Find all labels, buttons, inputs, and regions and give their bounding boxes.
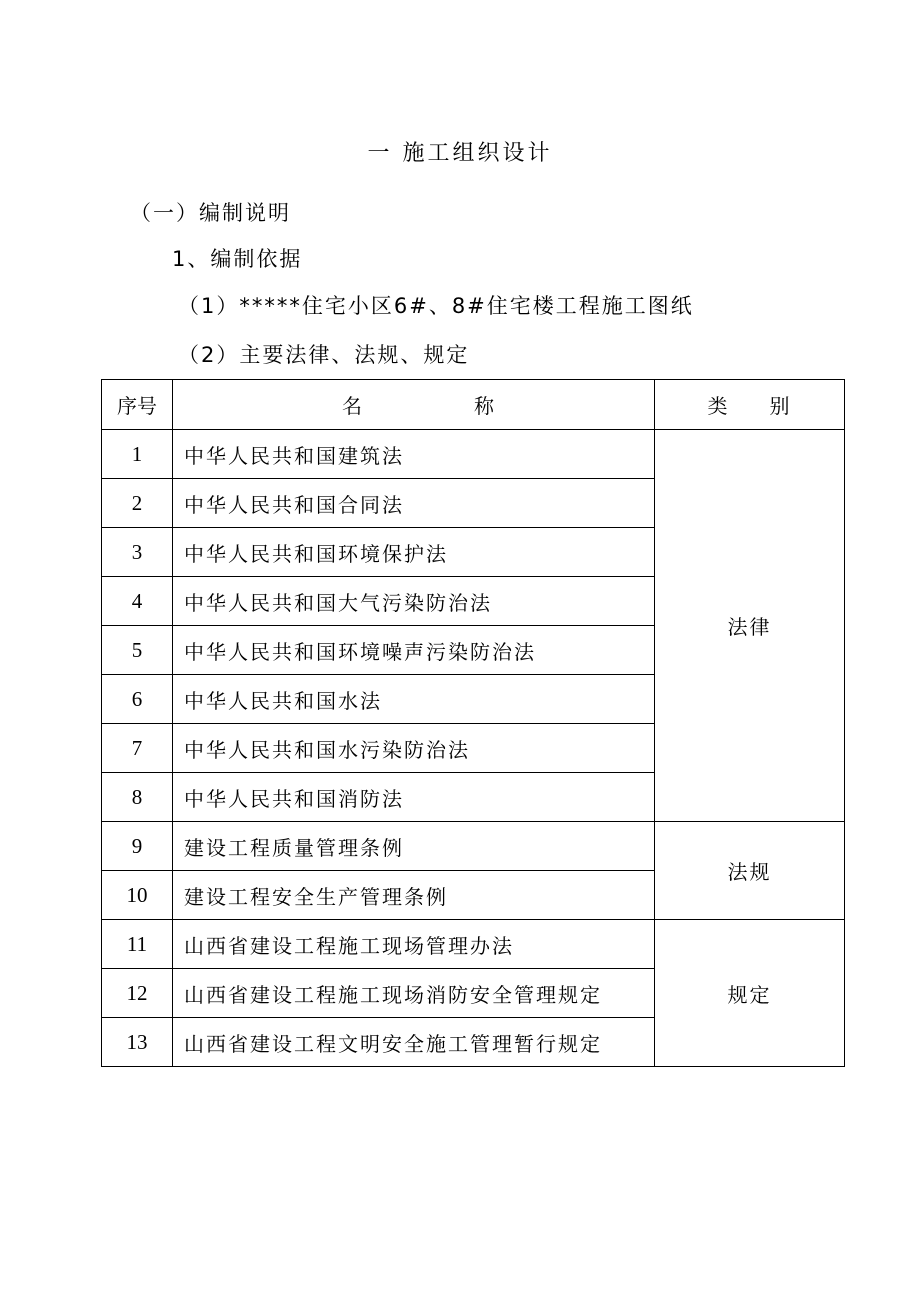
row-number: 12 [102, 969, 173, 1018]
row-name: 中华人民共和国建筑法 [173, 430, 655, 479]
row-number: 2 [102, 479, 173, 528]
row-number: 6 [102, 675, 173, 724]
category-cell: 法规 [655, 822, 845, 920]
document-title: 一 施工组织设计 [367, 141, 553, 166]
row-name: 山西省建设工程施工现场消防安全管理规定 [173, 969, 655, 1018]
row-name: 建设工程质量管理条例 [173, 822, 655, 871]
row-name: 中华人民共和国消防法 [173, 773, 655, 822]
basis-item-2: （2）主要法律、法规、规定 [178, 343, 470, 367]
subsection-heading: 1、编制依据 [172, 247, 303, 271]
table-row [102, 822, 845, 871]
row-name: 山西省建设工程施工现场管理办法 [173, 920, 655, 969]
row-number: 1 [102, 430, 173, 479]
row-number: 11 [102, 920, 173, 969]
header-no: 序号 [102, 380, 173, 430]
row-number: 10 [102, 871, 173, 920]
row-name: 中华人民共和国水法 [173, 675, 655, 724]
header-name [173, 380, 655, 430]
row-number: 5 [102, 626, 173, 675]
category-cell: 规定 [655, 920, 845, 1067]
row-name: 中华人民共和国环境噪声污染防治法 [173, 626, 655, 675]
row-number: 9 [102, 822, 173, 871]
row-name: 中华人民共和国环境保护法 [173, 528, 655, 577]
header-category-char-1: 类 [707, 394, 730, 418]
row-name: 中华人民共和国合同法 [173, 479, 655, 528]
row-number: 7 [102, 724, 173, 773]
table-row [102, 920, 845, 969]
section-heading: （一）编制说明 [130, 201, 291, 225]
row-number: 13 [102, 1018, 173, 1067]
header-category-char-2: 别 [769, 394, 792, 418]
table-header-row [102, 380, 845, 430]
row-name: 中华人民共和国大气污染防治法 [173, 577, 655, 626]
row-number: 4 [102, 577, 173, 626]
table-row [102, 430, 845, 479]
header-category [655, 380, 845, 430]
row-name: 山西省建设工程文明安全施工管理暂行规定 [173, 1018, 655, 1067]
row-number: 3 [102, 528, 173, 577]
row-name: 建设工程安全生产管理条例 [173, 871, 655, 920]
category-cell: 法律 [655, 430, 845, 822]
row-name: 中华人民共和国水污染防治法 [173, 724, 655, 773]
basis-item-1: （1）*****住宅小区6#、8#住宅楼工程施工图纸 [178, 294, 694, 318]
laws-table [101, 379, 845, 1067]
header-name-char-2: 称 [474, 394, 496, 418]
row-number: 8 [102, 773, 173, 822]
header-name-char-1: 名 [342, 394, 364, 418]
